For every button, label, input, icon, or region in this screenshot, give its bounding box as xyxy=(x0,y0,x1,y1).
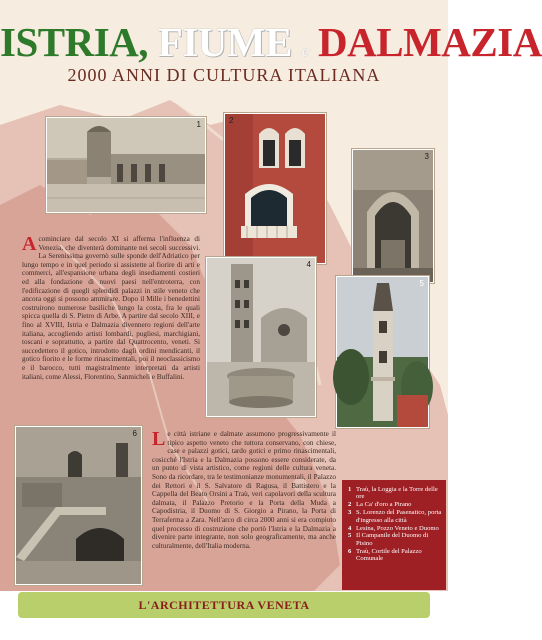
title-dalmazia: DALMAZIA xyxy=(318,19,542,65)
photo-number-5: 5 xyxy=(419,279,424,288)
photo-number-3: 3 xyxy=(424,152,429,161)
photo-number-2: 2 xyxy=(229,116,234,125)
second-dropcap: L xyxy=(152,428,166,450)
legend-item: 6 Traù, Cortile del Palazzo Comunale xyxy=(348,547,422,563)
photo-campanile-pisino xyxy=(336,276,429,428)
photo-lesina-pozzo-duomo xyxy=(206,257,316,417)
intro-paragraph xyxy=(22,235,200,381)
legend-item: 2 La Ca' d'oro a Pirano xyxy=(348,501,412,509)
photo-ca-doro-pirano xyxy=(224,113,326,264)
photo-number-1: 1 xyxy=(196,120,201,129)
intro-dropcap: A xyxy=(22,233,37,255)
legend-item: 5 Il Campanile del Duomo di Pisino xyxy=(348,532,429,547)
second-text: e città istriane e dalmate assumono progressivamente il tipico aspetto veneto che tuttora conservano, con chiese, case e palazzi gotici, tardo gotici e primo rinascimentali, cosicché l'Istria e la Dalmazia possono essere considerate, da un punto di vista artistico, come regioni delle cultura veneta. Sono da ricordare, tra le testimonianze monumentali, il Palazzo dei Rettori e il S. Salvatore di Ragusa, il Battistero e la Cappella del Beato Orsini a Traù, veri capolavori della scultura dalmata, il Palazzo Pretorio e la Porta della Muda a Capodistria, il Duomo di S. Giorgio a Pirano, la Porta di Terraferma a Zara. Nell'arco di circa 2000 anni si era compiuto quel processo di costruzione che portò l'Istria e la Dalmazia a divenire parte integrante, non solo geograficamente, ma anche culturalmente, dell'Italia moderna. xyxy=(152,430,336,550)
photo-legend xyxy=(342,480,446,590)
photo-trau-loggia xyxy=(46,117,206,213)
photo-porta-san-lorenzo xyxy=(352,149,434,283)
photo-number-4: 4 xyxy=(306,260,311,269)
legend-item: 1 Traù, la Loggia e la Torre delle ore xyxy=(348,486,438,501)
legend-item: 3 S. Lorenzo del Pasenatico, porta d'ingresso alla città xyxy=(348,509,442,524)
second-paragraph xyxy=(152,430,336,550)
legend-item: 4 Lesina, Pozzo Veneto e Duomo xyxy=(348,524,439,532)
photo-number-6: 6 xyxy=(132,429,137,438)
title-fiume: FIUME xyxy=(157,19,292,65)
title-istria: ISTRIA, xyxy=(0,19,149,65)
photo-trau-cortile xyxy=(15,426,142,585)
intro-text: cominciare dal secolo XI si afferma l'influenza di Venezia, che diventerà dominante nei secoli successivi. La Serenissima governò sulle sponde dell'Adriatico per lungo tempo e in quel periodo si assistette al fiorire di arti e commerci, all'espansione urbana degli insediamenti costieri ed alla fondazione di nuovi paesi nell'entroterra, con l'edificazione di quegli splendidi palazzi in stile veneto che ancora oggi si possono ammirare. Dopo il Mille i benedettini costruirono numerose basiliche lungo la costa, fra le quali spicca quella di S. Pietro di Arbe. A partire dal secolo XIII, e fino al XVIII, Istria e Dalmazia divennero regioni dell'arte italiana, accogliendo artisti lombardi, pugliesi, marchigiani, toscani e soprattutto, a partire dal Quattrocento, veneti. Si succedettero il gotico, introdotto dagli ordini mendicanti, il gotico fiorito e le forme rinascimentali, poi il neoclassicismo e il barocco, tutti magistralmente interpretati da artisti italiani, come Alessi, Florentino, Sanmicheli e Buffalini. xyxy=(22,235,200,381)
footer-label: L'ARCHITETTURA VENETA xyxy=(138,598,310,612)
title-conjunction: e xyxy=(301,43,309,60)
page-subtitle: 2000 ANNI DI CULTURA ITALIANA xyxy=(67,65,381,85)
